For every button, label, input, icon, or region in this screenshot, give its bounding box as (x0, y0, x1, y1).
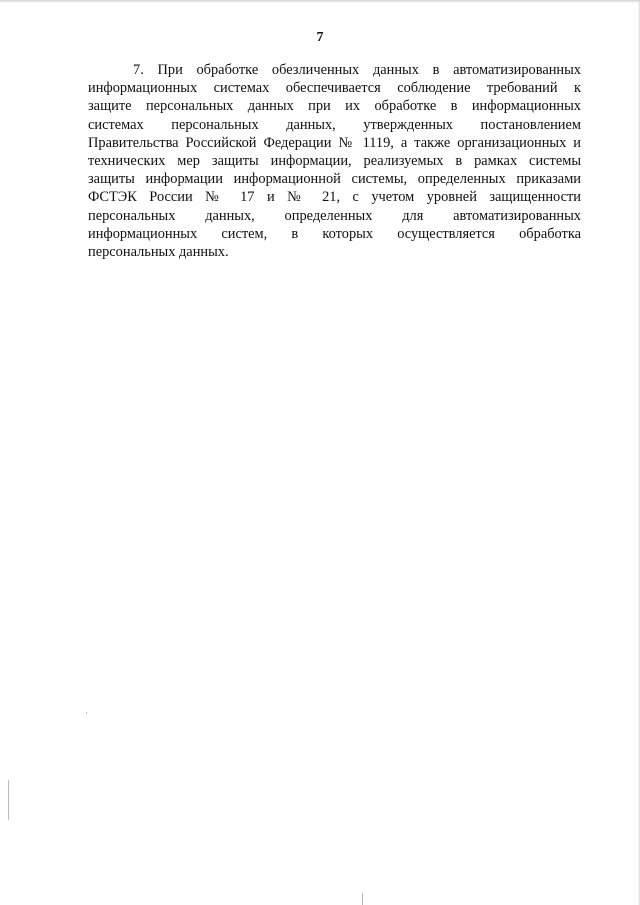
paragraph-line: информационных систем, в которых осуществляется обработка (88, 225, 581, 242)
paragraph-line: технических мер защиты информации, реализуемых в рамках системы (88, 153, 581, 170)
scan-speck (86, 712, 87, 714)
paragraph-line: системах персональных данных, утвержденных постановлением (88, 116, 581, 133)
paragraph-line: защите персональных данных при их обработке в информационных (88, 98, 581, 115)
paragraph-line: персональных данных. (88, 244, 229, 261)
paragraph-line: 7. При обработке обезличенных данных в автоматизированных (133, 62, 581, 78)
paragraph-line: Правительства Российской Федерации № 1119, а также организационных и (88, 134, 581, 151)
scan-speck (362, 893, 363, 905)
paragraph-line: информационных системах обеспечивается соблюдение требований к (88, 80, 581, 97)
paragraph-line: ФСТЭК России № 17 и № 21, с учетом уровней защищенности (88, 189, 581, 206)
scan-edge-top (0, 0, 640, 3)
page-number: 7 (316, 30, 324, 45)
scan-speck (8, 780, 9, 820)
paragraph-line: персональных данных, определенных для автоматизированных (88, 207, 581, 224)
paragraph-line: защиты информации информационной системы, определенных приказами (88, 171, 581, 188)
paragraph-7 (88, 61, 581, 261)
